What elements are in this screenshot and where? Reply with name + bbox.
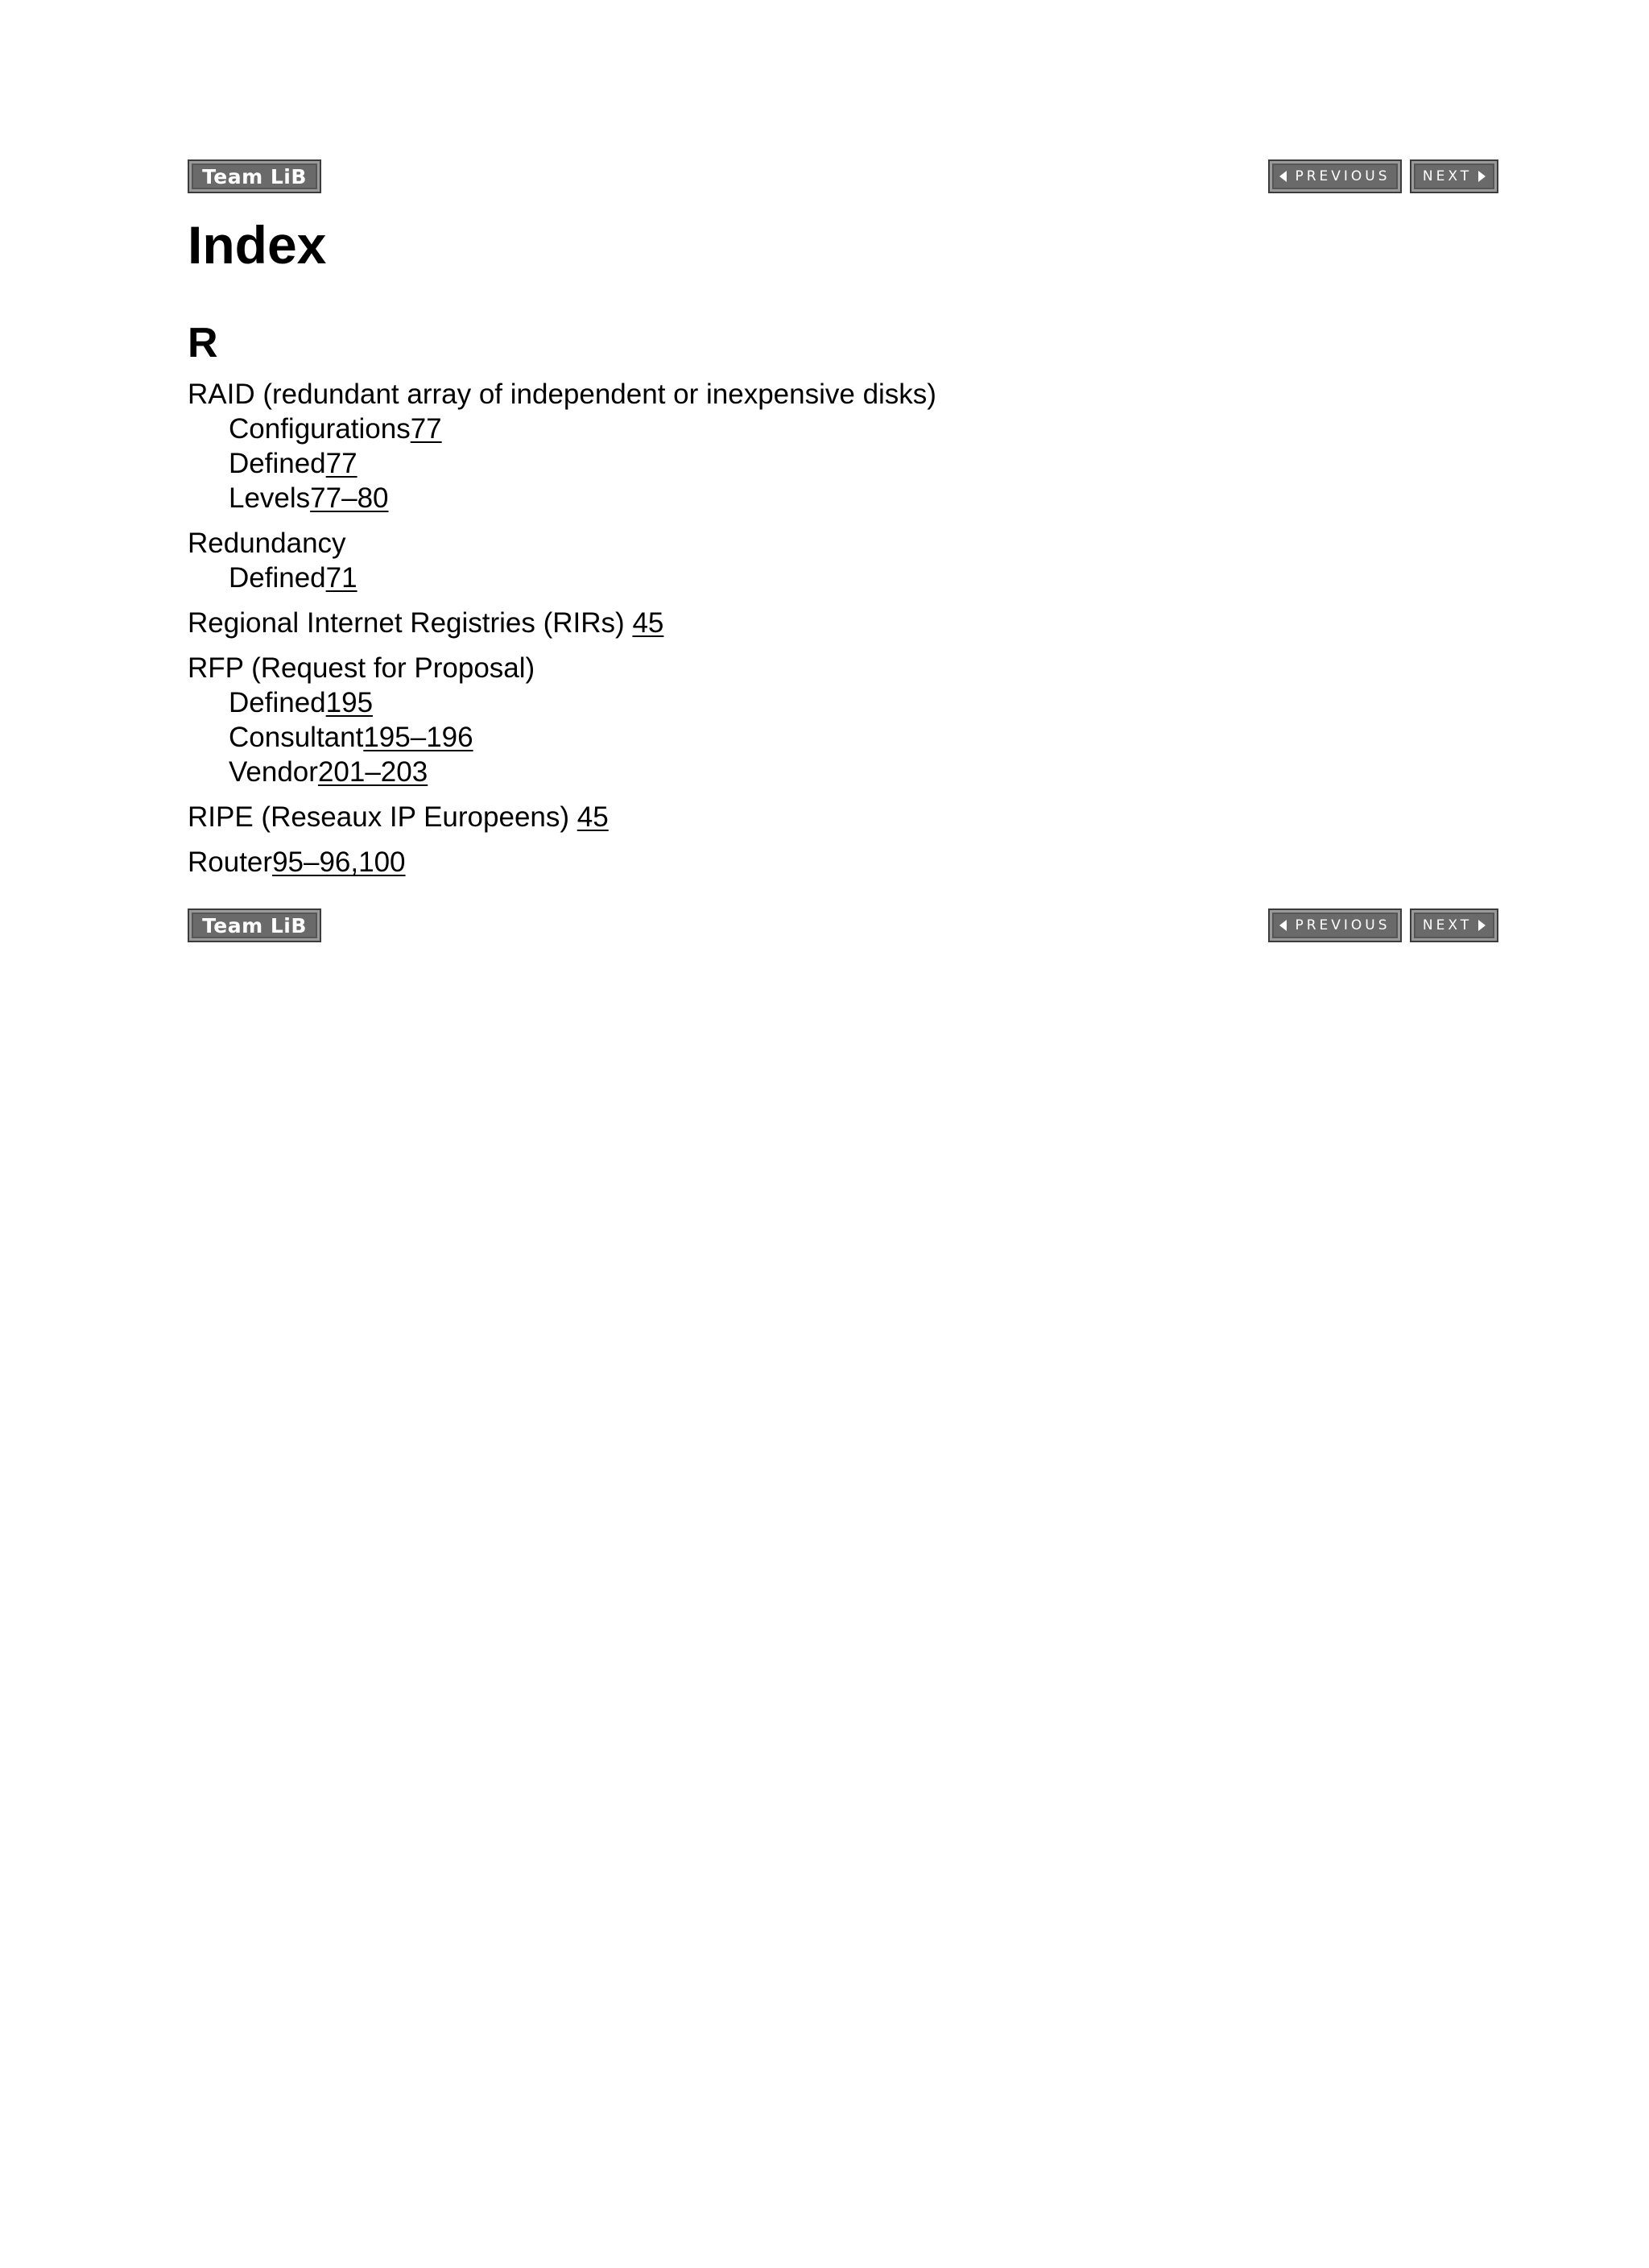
section-letter-heading: R [188,320,218,366]
index-entry-ripe [188,800,1315,834]
previous-label: PREVIOUS [1295,168,1391,184]
index-entry-redundancy [188,526,1315,595]
page-link-separator: , [350,846,359,878]
page-link[interactable]: 95–96 [272,846,351,878]
page-link[interactable]: 77 [325,448,357,479]
index-entry-router [188,845,1315,879]
subentry-term: Configurations [229,413,411,445]
index-subentry [188,412,1315,446]
previous-button[interactable] [1268,159,1402,193]
index-term: RIPE (Reseaux IP Europeens) [188,801,577,833]
team-lib-logo-button[interactable] [188,159,321,193]
next-button[interactable] [1410,159,1498,193]
triangle-left-icon [1279,920,1287,931]
index-term: Redundancy [188,528,346,559]
top-navigation-bar [188,159,1498,193]
index-term: RFP (Request for Proposal) [188,652,535,684]
index-entry-rirs [188,606,1315,640]
page-title: Index [188,215,327,275]
next-label: NEXT [1422,168,1473,184]
team-lib-label: Team LiB [202,913,307,937]
subentry-term: Consultant [229,722,364,753]
page-link[interactable]: 71 [325,562,357,594]
index-subentry [188,685,1315,720]
subentry-term: Defined [229,562,326,594]
page-link[interactable]: 45 [632,607,664,639]
previous-button[interactable] [1268,908,1402,942]
subentry-term: Levels [229,482,311,514]
subentry-term: Vendor [229,756,318,788]
page-link[interactable]: 100 [358,846,406,878]
index-entry-raid [188,377,1315,515]
bottom-navigation-bar [188,908,1498,942]
index-subentry [188,561,1315,595]
next-button[interactable] [1410,908,1498,942]
page-link[interactable]: 77–80 [310,482,389,514]
subentry-term: Defined [229,448,326,479]
previous-label: PREVIOUS [1295,917,1391,933]
team-lib-label: Team LiB [202,164,307,188]
index-subentry [188,481,1315,515]
index-term: RAID (redundant array of independent or inexpensive disks) [188,379,936,410]
index-subentry [188,755,1315,789]
index-term: Regional Internet Registries (RIRs) [188,607,633,639]
team-lib-logo-button[interactable] [188,908,321,942]
page-link[interactable]: 201–203 [317,756,428,788]
index-subentry [188,446,1315,481]
page-link[interactable]: 77 [410,413,442,445]
index-entries [188,377,1315,890]
page-link[interactable]: 195–196 [363,722,473,753]
next-label: NEXT [1422,917,1473,933]
triangle-left-icon [1279,171,1287,182]
index-term: Router [188,846,273,878]
page-link[interactable]: 195 [325,687,374,718]
page-link[interactable]: 45 [577,801,609,833]
index-subentry [188,720,1315,755]
subentry-term: Defined [229,687,326,718]
triangle-right-icon [1478,171,1486,182]
index-entry-rfp [188,651,1315,789]
triangle-right-icon [1478,920,1486,931]
